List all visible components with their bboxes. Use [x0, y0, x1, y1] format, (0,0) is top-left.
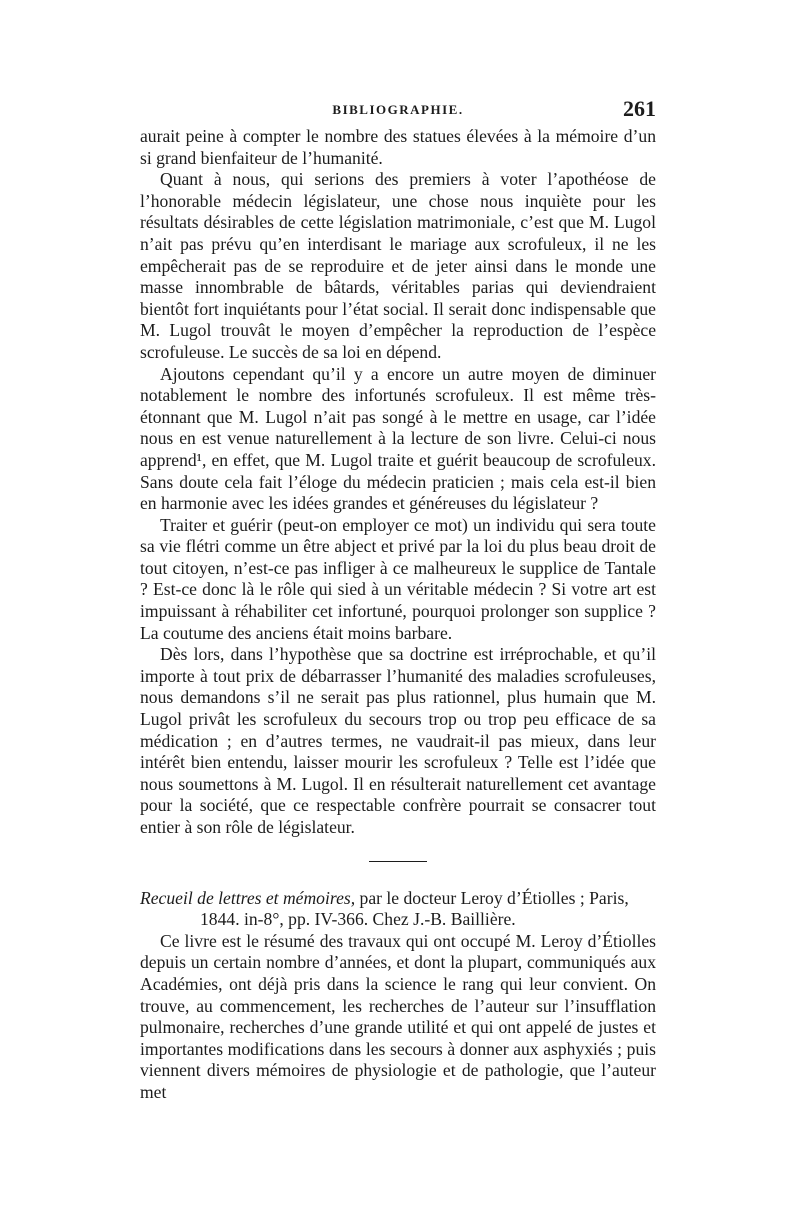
bibliographic-entry: [140, 888, 656, 931]
running-head: BIBLIOGRAPHIE.: [332, 102, 464, 117]
paragraph: Quant à nous, qui serions des premiers à voter l’apothéose de l’honorable médecin législateur, une chose nous inquiète pour les résultats désirables de cette législation matrimoniale, c’est que M. Lugol n’ait pas prévu qu’en interdisant le mariage aux scrofuleux, il ne les empêcherait pas de se reproduire et de jeter ainsi dans le monde une masse innombrable de bâtards, véritables parias qui deviendraient bientôt fort inquiétants pour l’état social. Il serait donc indispensable que M. Lugol trouvât le moyen d’empêcher la reproduction de l’espèce scrofuleuse. Le succès de sa loi en dépend.: [140, 169, 656, 362]
book-author-place: par le docteur Leroy d’Étiolles ; Paris,: [355, 887, 629, 908]
section-divider: [369, 861, 427, 862]
review-paragraph: Ce livre est le résumé des travaux qui ont occupé M. Leroy d’Étiolles depuis un certain nombre d’années, et dont la plupart, communiqués aux Académies, ont déjà pris dans la science le rang qui leur convient. On trouve, au commencement, les recherches de l’auteur sur l’insufflation pulmonaire, recherches d’une grande utilité et qui ont appelé de justes et importantes modifications dans les secours à donner aux asphyxiés ; puis viennent divers mémoires de physiologie et de pathologie, que l’auteur met: [140, 930, 656, 1102]
page-body: [140, 126, 656, 1104]
paragraph-continuation: aurait peine à compter le nombre des statues élevées à la mémoire d’un si grand bienfaiteur de l’humanité.: [140, 126, 656, 168]
book-title: Recueil de lettres et mémoires,: [140, 887, 356, 908]
book-publication-details: 1844. in-8°, pp. IV-366. Chez J.-B. Baillière.: [200, 909, 516, 930]
paragraph: Dès lors, dans l’hypothèse que sa doctrine est irréprochable, et qu’il importe à tout prix de débarrasser l’humanité des maladies scrofuleuses, nous demandons s’il ne serait pas plus rationnel, plus humain que M. Lugol privât les scrofuleux du secours trop ou trop peu efficace de sa médication ; en d’autres termes, ne vaudrait-il pas mieux, dans leur intérêt bien entendu, laisser mourir les scrofuleux ? Telle est l’idée que nous soumettons à M. Lugol. Il en résulterait naturellement cet avantage pour la société, que ce respectable confrère pourrait se consacrer tout entier à son rôle de législateur.: [140, 644, 656, 837]
paragraph: Ajoutons cependant qu’il y a encore un autre moyen de diminuer notablement le nombre des infortunés scrofuleux. Il est même très-étonnant que M. Lugol n’ait pas songé à le mettre en usage, car l’idée nous en est venue naturellement à la lecture de son livre. Celui-ci nous apprend¹, en effet, que M. Lugol traite et guérit beaucoup de scrofuleux. Sans doute cela fait l’éloge du médecin praticien ; mais cela est-il bien en harmonie avec les idées grandes et généreuses du législateur ?: [140, 363, 656, 514]
page-number: 261: [623, 96, 656, 121]
page-header: [140, 96, 656, 126]
paragraph: Traiter et guérir (peut-on employer ce mot) un individu qui sera toute sa vie flétri comme un être abject et privé par la loi du plus beau droit de tout citoyen, n’est-ce pas infliger à ce malheureux le supplice de Tantale ? Est-ce donc là le rôle qui sied à un véritable médecin ? Si votre art est impuissant à réhabiliter cet infortuné, pourquoi prolonger son supplice ? La coutume des anciens était moins barbare.: [140, 514, 656, 643]
